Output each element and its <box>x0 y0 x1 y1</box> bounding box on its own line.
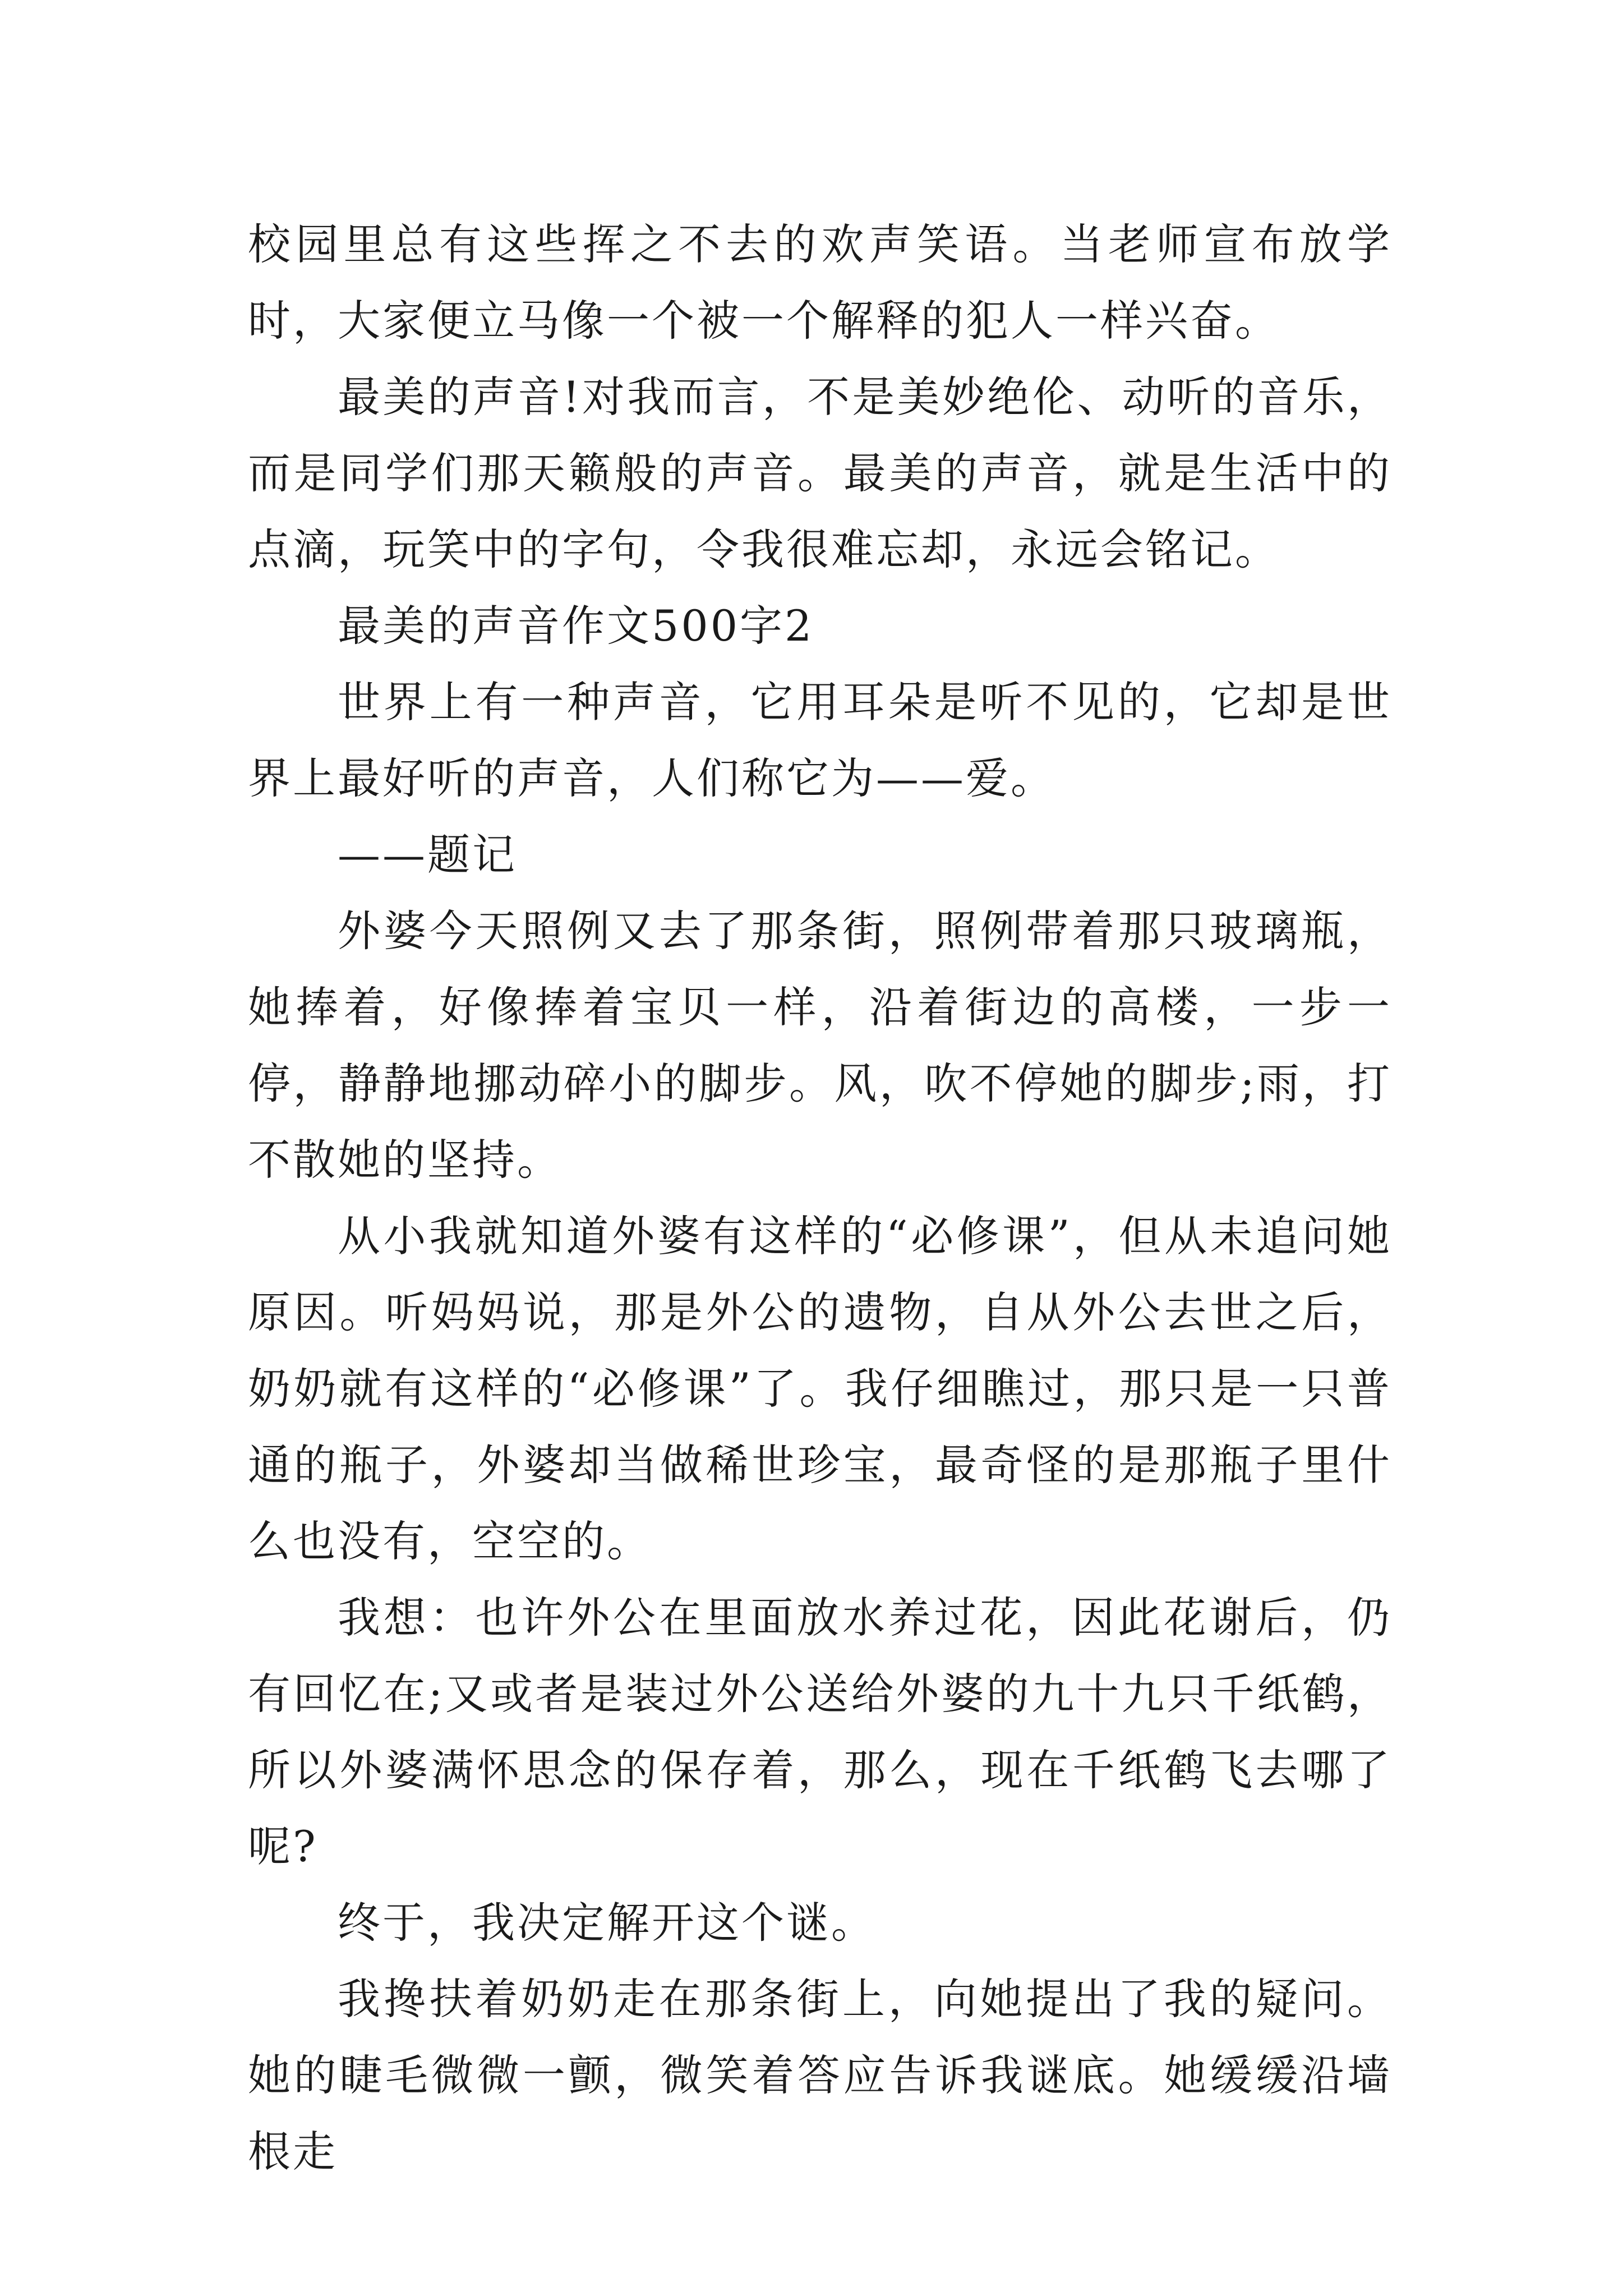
paragraph: 我搀扶着奶奶走在那条街上，向她提出了我的疑问。她的睫毛微微一颤，微笑着答应告诉我谜底。她缓缓沿墙根走 <box>248 1974 1392 2177</box>
section-heading: 最美的声音作文500字2 <box>338 601 814 651</box>
paragraph: 终于，我决定解开这个谜。 <box>338 1898 876 1948</box>
body-text <box>248 206 1392 2190</box>
paragraph: 我想：也许外公在里面放水养过花，因此花谢后，仍有回忆在;又或者是装过外公送给外婆的九十九只千纸鹤，所以外婆满怀思念的保存着，那么，现在千纸鹤飞去哪了呢? <box>248 1593 1392 1871</box>
paragraph: 从小我就知道外婆有这样的“必修课”，但从未追问她原因。听妈妈说，那是外公的遗物，自从外公去世之后，奶奶就有这样的“必修课”了。我仔细瞧过，那只是一只普通的瓶子，外婆却当做稀世珍宝，最奇怪的是那瓶子里什么也没有，空空的。 <box>248 1211 1392 1566</box>
paragraph: 世界上有一种声音，它用耳朵是听不见的，它却是世界上最好听的声音，人们称它为——爱。 <box>248 677 1392 803</box>
paragraph: 校园里总有这些挥之不去的欢声笑语。当老师宣布放学时，大家便立马像一个被一个解释的犯人一样兴奋。 <box>248 219 1392 346</box>
paragraph: 外婆今天照例又去了那条街，照例带着那只玻璃瓶，她捧着，好像捧着宝贝一样，沿着街边的高楼，一步一停，静静地挪动碎小的脚步。风，吹不停她的脚步;雨，打不散她的坚持。 <box>248 906 1392 1185</box>
epigraph-attribution: ——题记 <box>338 830 517 880</box>
paragraph: 最美的声音!对我而言，不是美妙绝伦、动听的音乐，而是同学们那天籁般的声音。最美的声音，就是生活中的点滴，玩笑中的字句，令我很难忘却，永远会铭记。 <box>248 372 1392 574</box>
